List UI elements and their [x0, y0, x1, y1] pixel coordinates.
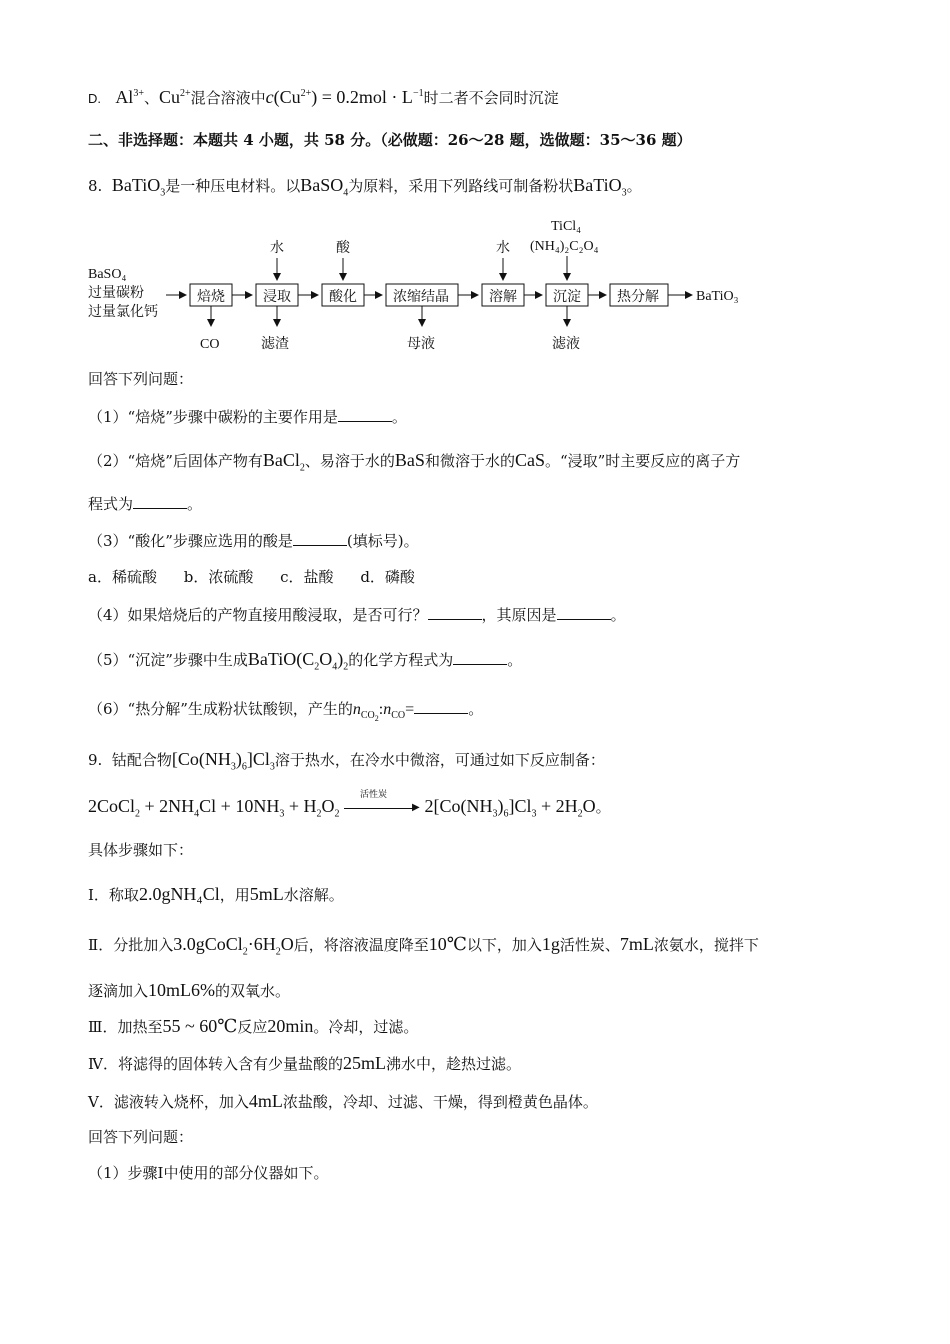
concentration-value: = 0.2mol · L: [321, 87, 413, 107]
answer-blank[interactable]: [453, 652, 507, 665]
step-text: ，用: [219, 886, 250, 904]
option-d: d．磷酸: [360, 568, 415, 586]
q8-sub2: [88, 451, 740, 474]
step-5: [88, 1092, 598, 1110]
step-roast: 焙烧: [197, 289, 225, 305]
step-dissolve: 溶解: [489, 289, 517, 305]
reaction-equation: 2CoCl$_2$ + $2NH_4Cl + 10NH_3 + H_2O_2$ 活性炭 ▶ $2[Co(NH_3)_6]Cl_3 + 2H_2O$。: [88, 789, 611, 820]
step-text: Ⅴ．滤液转入烧杯，加入: [88, 1093, 249, 1111]
raw-material-2: 过量碳粉: [88, 285, 144, 301]
formula-bacl2: BaCl$_2$: [262, 450, 305, 474]
reaction-arrow: 活性炭 ▶: [344, 801, 420, 815]
output-co: CO: [200, 337, 220, 352]
answer-blank[interactable]: [338, 409, 392, 422]
step-text: 沸水中，趁热过滤。: [386, 1055, 522, 1073]
sub-text: 、易溶于水的: [304, 452, 395, 470]
sub-text: 。: [468, 700, 484, 718]
step-leach: 浸取: [263, 289, 291, 305]
q8-sub3-options: [88, 570, 415, 585]
separator: 、: [143, 89, 159, 107]
output-mother-liquor: 母液: [407, 336, 435, 352]
q8-sub6: [88, 701, 483, 723]
question-number: 8.: [88, 177, 103, 195]
step-4: [88, 1054, 521, 1072]
input-water-2: 水: [496, 240, 510, 256]
step-text: Ⅰ．称取: [88, 886, 139, 904]
formula-batio-c2o4: $BaTiO(C_2O_4)_2$: [247, 649, 349, 673]
formula-cocl2-hydrate: $3.0gCoCl_2\cdot 6H_2O$: [173, 934, 294, 958]
section-heading: 二、非选择题：本题共 4 小题，共 58 分。（必做题：26～28 题，选做题：35～36 题）: [88, 131, 692, 149]
step-text: Ⅳ．将滤得的固体转入含有少量盐酸的: [88, 1055, 343, 1073]
q8-sub3: [88, 533, 419, 549]
catalyst-label: 活性炭: [359, 789, 387, 800]
step-value: 1g: [541, 934, 560, 954]
option-label: D.: [88, 91, 101, 106]
option-text-end: 时二者不会同时沉淀: [423, 89, 559, 107]
q8-text: 为原料，采用下列路线可制备粉状: [348, 177, 574, 195]
step-2: [88, 935, 759, 958]
formula-baso4: BaSO$_4$: [300, 175, 349, 199]
option-text: 混合溶液中: [190, 89, 266, 107]
step-1: [88, 885, 344, 903]
raw-material-3: 过量氯化钙: [88, 304, 158, 320]
q8-sub2-line2: [88, 496, 202, 512]
sub-text: 。: [391, 408, 407, 426]
equation-end: 。: [595, 800, 611, 816]
input-acid: 酸: [336, 240, 350, 256]
step-text: 浓盐酸，冷却、过滤、干燥，得到橙黄色晶体。: [282, 1093, 598, 1111]
q8-sub1: [88, 409, 407, 425]
step-value: 10mL6%: [148, 980, 216, 1000]
step-text: Ⅱ．分批加入: [88, 936, 174, 954]
q9-stem: [88, 750, 605, 773]
formula-batio3: BaTiO$_3$: [573, 175, 627, 199]
sub-text: （5）“沉淀”步骤中生成: [88, 651, 248, 669]
steps-title: 具体步骤如下：: [88, 841, 194, 859]
q9-text: 钴配合物: [111, 751, 172, 769]
sub-text: （1）“焙烧”步骤中碳粉的主要作用是: [88, 408, 338, 426]
option-d-line: [88, 88, 559, 106]
step-text: 的双氧水。: [215, 982, 291, 1000]
input-water-1: 水: [270, 240, 284, 256]
sub-text: ，其原因是: [481, 606, 557, 624]
q8-stem: [88, 176, 642, 199]
step-text: 活性炭、: [559, 936, 620, 954]
step-text: 以下，加入: [466, 936, 542, 954]
answer-blank[interactable]: [557, 607, 611, 620]
sub-text: （2）“焙烧”后固体产物有: [88, 452, 263, 470]
q8-sub5: [88, 650, 522, 673]
formula-cas: CaS: [514, 450, 545, 470]
sub-text: 。“浸取”时主要反应的离子方: [544, 452, 741, 470]
sub-text: 程式为: [88, 495, 134, 513]
step-text: 反应: [237, 1018, 268, 1036]
option-b: b．浓硫酸: [183, 568, 254, 586]
step-value: 20min: [267, 1016, 314, 1036]
q8-text: 。: [626, 177, 642, 195]
sub-text: 和微溶于水的: [424, 452, 515, 470]
step-value: 55 ~ 60℃: [162, 1016, 238, 1036]
option-a: a．稀硫酸: [88, 568, 157, 586]
q9-prompt: 回答下列问题：: [88, 1128, 194, 1146]
step-value: 4mL: [248, 1091, 283, 1111]
q9-text: 溶于热水，在冷水中微溶，可通过如下反应制备：: [274, 751, 605, 769]
q9-sub1: （1）步骤Ⅰ中使用的部分仪器如下。: [88, 1164, 329, 1182]
sub-text: 。: [187, 495, 203, 513]
sub-text: 的化学方程式为: [348, 651, 454, 669]
output-residue: 滤渣: [261, 336, 289, 352]
concentration-formula: $c(Cu^{2+}) = 0.2mol \cdot L^{-1}$: [265, 87, 424, 107]
ratio-expression: $n_{CO_2}:n_{CO}=$: [352, 701, 415, 724]
question-number: 9.: [88, 751, 103, 769]
step-acidify: 酸化: [329, 289, 357, 305]
sub-text: （3）“酸化”步骤应选用的酸是: [88, 532, 293, 550]
step-value: 25mL: [343, 1053, 386, 1073]
option-c: c．盐酸: [280, 568, 334, 586]
step-crystallize: 浓缩结晶: [393, 289, 449, 305]
formula-batio3: BaTiO$_3$: [111, 175, 166, 199]
sub-text: 。: [507, 651, 523, 669]
input-ticl4: TiCl₄: [551, 219, 582, 234]
step-text: 逐滴加入: [88, 982, 149, 1000]
step-value: 7mL: [619, 934, 654, 954]
product: BaTiO₃: [696, 289, 739, 304]
step-value: 5mL: [249, 884, 284, 904]
q8-prompt: 回答下列问题：: [88, 370, 194, 388]
raw-material-1: BaSO₄: [88, 267, 127, 282]
step-decompose: 热分解: [617, 289, 659, 305]
sub-text: (填标号)。: [346, 532, 419, 550]
step-text: 。冷却，过滤。: [313, 1018, 419, 1036]
step-3: [88, 1017, 418, 1035]
step-text: 浓氨水，搅拌下: [653, 936, 759, 954]
sub-text: （4）如果焙烧后的产物直接用酸浸取，是否可行？: [88, 606, 428, 624]
formula-cobalt-complex: $[Co(NH_3)_6]Cl_3$: [171, 749, 275, 773]
ion-al: $Al^{3+}$: [115, 87, 144, 107]
step-2-line2: [88, 981, 290, 999]
output-filtrate: 滤液: [552, 336, 580, 352]
step-text: Ⅲ．加热至: [88, 1018, 163, 1036]
sub-text: 。: [610, 606, 626, 624]
answer-blank[interactable]: [414, 701, 468, 714]
sub-text: （6）“热分解”生成粉状钛酸钡，产生的: [88, 700, 353, 718]
q8-sub4: [88, 607, 626, 623]
step-value: 10℃: [428, 934, 467, 954]
q8-text: 是一种压电材料。以: [165, 177, 301, 195]
ion-cu: $Cu^{2+}$: [158, 87, 191, 107]
answer-blank[interactable]: [428, 607, 482, 620]
step-precipitate: 沉淀: [553, 289, 581, 305]
formula-bas: BaS: [394, 450, 425, 470]
process-flow-diagram: [80, 210, 800, 360]
answer-blank[interactable]: [133, 496, 187, 509]
step-text: 水溶解。: [283, 886, 344, 904]
step-value: 2.0gNH₄Cl: [138, 884, 220, 904]
answer-blank[interactable]: [293, 533, 347, 546]
step-text: 后，将溶液温度降至: [293, 936, 429, 954]
input-oxalate: (NH₄)₂C₂O₄: [530, 239, 599, 254]
